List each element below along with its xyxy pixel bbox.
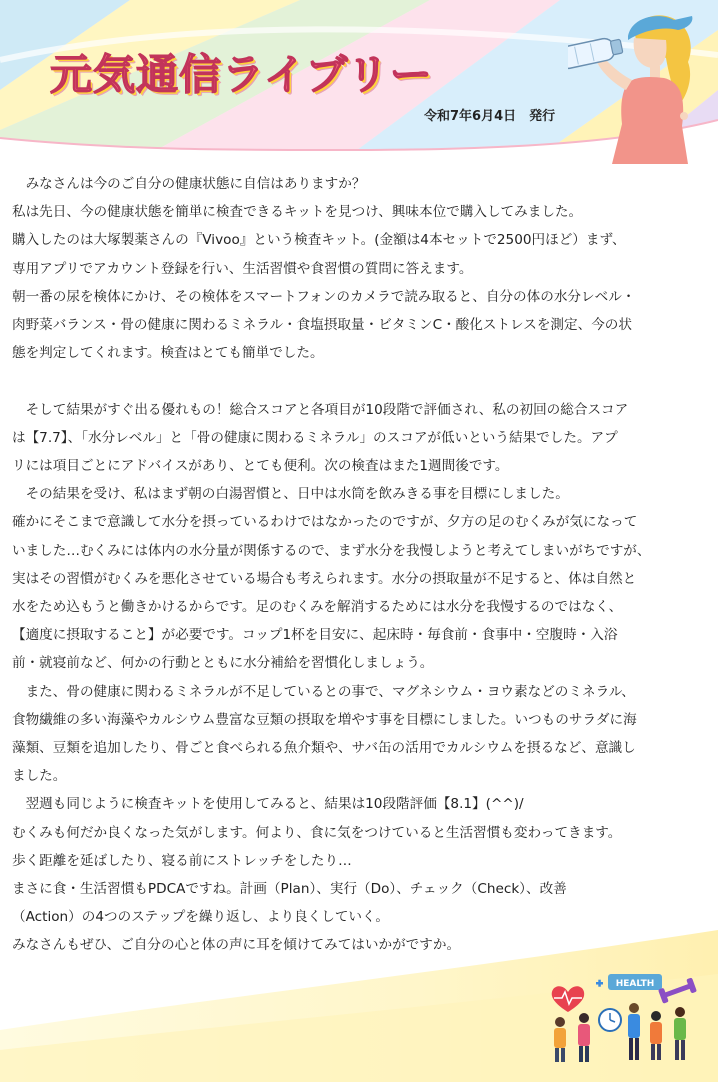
- body-line: 購入したのは大塚製薬さんの『Vivoo』という検査キット。(金額は4本セットで2500円ほど）まず、: [12, 232, 626, 249]
- body-line: 確かにそこまで意識して水分を摂っているわけではなかったのですが、夕方の足のむくみが気になって: [12, 514, 638, 531]
- body-line: そして結果がすぐ出る優れもの！総合スコアと各項目が10段階で評価され、私の初回の総合スコア: [12, 401, 629, 418]
- body-line: 前・就寝前など、何かの行動とともに水分補給を習慣化しましょう。: [12, 655, 434, 672]
- body-line: また、骨の健康に関わるミネラルが不足しているとの事で、マグネシウム・ヨウ素などのミネラル、: [12, 683, 635, 700]
- body-line: ました。: [12, 768, 67, 785]
- body-line: リには項目ごとにアドバイスがあり、とても便利。次の検査はまた1週間後です。: [12, 458, 509, 475]
- body-line: まさに食・生活習慣もPDCAですね。計画（Plan）、実行（Do）、チェック（Check）、改善: [12, 881, 567, 898]
- header-banner: [0, 0, 718, 170]
- article-body: [12, 170, 702, 960]
- body-line: みなさんは今のご自分の健康状態に自信はありますか？: [12, 176, 366, 192]
- body-line: いました…むくみには体内の水分量が関係するので、まず水分を我慢しようと考えてしまいがちですが、: [12, 542, 651, 559]
- body-line: 肉野菜バランス・骨の健康に関わるミネラル・食塩摂取量・ビタミンC・酸化ストレスを測定、今の状: [12, 317, 632, 334]
- body-line: 歩く距離を延ばしたり、寝る前にストレッチをしたり…: [12, 852, 352, 869]
- body-line: その結果を受け、私はまず朝の白湯習慣と、日中は水筒を飲みきる事を目標にしました。: [12, 486, 569, 503]
- body-line: 専用アプリでアカウント登録を行い、生活習慣や食習慣の質問に答えます。: [12, 260, 473, 277]
- health-people-illustration: [538, 972, 698, 1064]
- issue-date: 令和7年6月4日 発行: [424, 109, 556, 124]
- body-line: （Action）の4つのステップを繰り返し、より良くしていく。: [12, 909, 389, 926]
- body-line: は【7.7】、「水分レベル」と「骨の健康に関わるミネラル」のスコアが低いという結果でした。アプ: [12, 429, 618, 446]
- body-line: 実はその習慣がむくみを悪化させている場合も考えられます。水分の摂取量が不足すると、体は自然と: [12, 570, 637, 587]
- body-line: 態を判定してくれます。検査はとても簡単でした。: [12, 345, 324, 362]
- body-line: みなさんもぜひ、ご自分の心と体の声に耳を傾けてみてはいかがですか。: [12, 937, 461, 954]
- health-sign-label: HEALTH: [615, 979, 655, 989]
- blank-line: [12, 367, 702, 395]
- body-line: 私は先日、今の健康状態を簡単に検査できるキットを見つけ、興味本位で購入してみました。: [12, 204, 583, 221]
- body-line: むくみも何だか良くなった気がします。何より、食に気をつけていると生活習慣も変わってきます。: [12, 824, 622, 841]
- body-line: 食物繊維の多い海藻やカルシウム豊富な豆類の摂取を増やす事を目標にしました。いつものサラダに海: [12, 711, 637, 728]
- body-line: 翌週も同じように検査キットを使用してみると、結果は10段階評価【8.1】(^^)/: [12, 796, 524, 813]
- body-line: 朝一番の尿を検体にかけ、その検体をスマートフォンのカメラで読み取ると、自分の体の水分レベル・: [12, 288, 636, 305]
- newsletter-title: 元気通信ライブリー: [50, 50, 433, 99]
- body-line: 藻類、豆類を追加したり、骨ごと食べられる魚介類や、サバ缶の活用でカルシウムを摂るなど、意識し: [12, 740, 636, 757]
- body-line: 水をため込もうと働きかけるからです。足のむくみを解消するためには水分を我慢するのではなく、: [12, 599, 623, 616]
- body-line: 【適度に摂取すること】が必要です。コップ1杯を目安に、起床時・毎食前・食事中・空腹時・入浴: [12, 627, 618, 644]
- woman-drinking-water-icon: [568, 6, 708, 166]
